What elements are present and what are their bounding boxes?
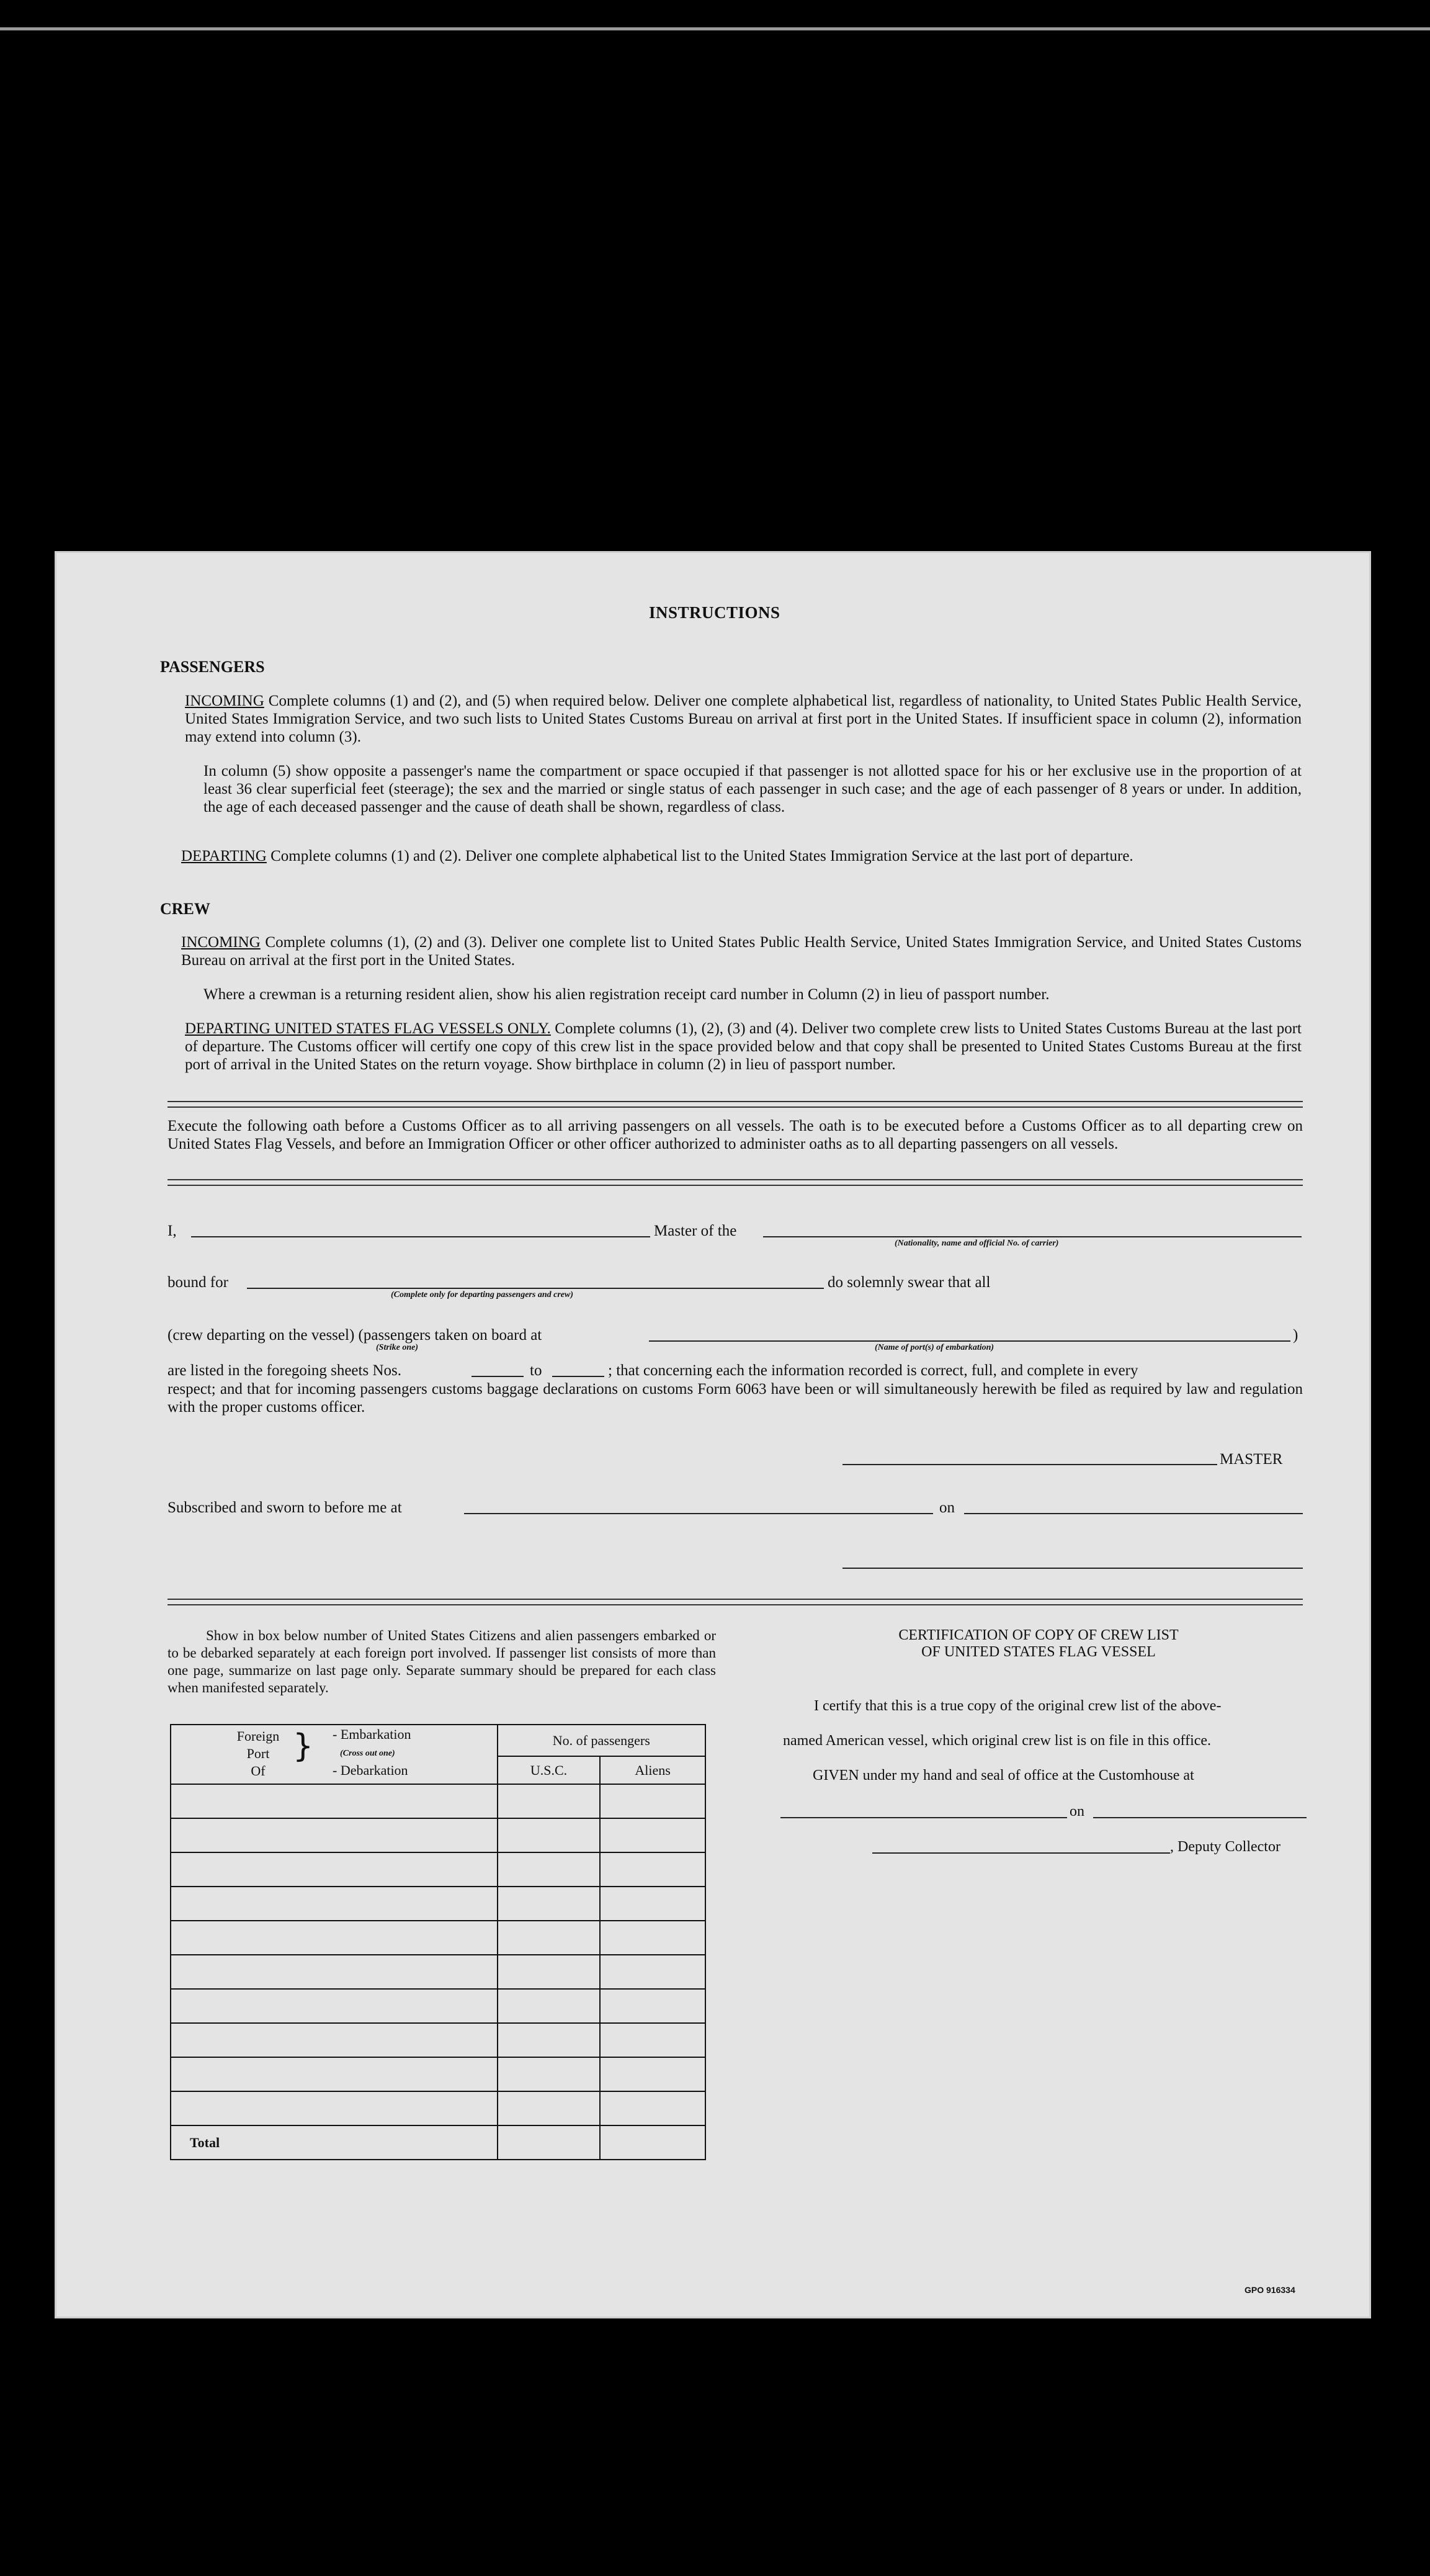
passengers-departing-label: DEPARTING [181, 848, 267, 864]
usc-cell[interactable] [498, 2057, 601, 2091]
port-cell[interactable] [171, 1784, 498, 1818]
to-word: to [530, 1362, 542, 1379]
usc-header: U.S.C. [498, 1756, 601, 1784]
aliens-header: Aliens [600, 1756, 705, 1784]
aliens-cell[interactable] [600, 1955, 705, 1989]
port-cell[interactable] [171, 1852, 498, 1887]
passengers-incoming-paragraph [185, 692, 1302, 746]
port-cell[interactable] [171, 1989, 498, 2023]
certification-title [766, 1627, 1312, 1661]
embarkation-label: - Embarkation [333, 1726, 411, 1742]
passengers-departing-text: Complete columns (1) and (2). Deliver one complete alphabetical list to the United States Immigration Service at the last port of departure. [270, 848, 1133, 864]
usc-cell[interactable] [498, 1921, 601, 1955]
embarkation-port-field[interactable] [649, 1340, 1290, 1342]
usc-cell[interactable] [498, 1818, 601, 1852]
crew-departing-label: DEPARTING UNITED STATES FLAG VESSELS ONLY. [185, 1020, 551, 1037]
crew-incoming-text: Complete columns (1), (2) and (3). Deliver one complete list to United States Public Health Service, United States Immigration Service, and United States Customs Bureau on arrival at the first port in the United States. [181, 934, 1302, 969]
table-row [171, 2057, 705, 2091]
sheet-from-field[interactable] [471, 1376, 524, 1377]
certification-line3: GIVEN under my hand and seal of office at the Customhouse at [813, 1767, 1194, 1784]
certification-title-line1: CERTIFICATION OF COPY OF CREW LIST [898, 1627, 1179, 1643]
port-cell[interactable] [171, 2057, 498, 2091]
table-row [171, 1784, 705, 1818]
certification-on-word: on [1070, 1803, 1084, 1820]
bound-caption: (Complete only for departing passengers and crew) [391, 1290, 573, 1299]
bound-for-field[interactable] [247, 1288, 824, 1289]
deputy-collector-label: , Deputy Collector [1170, 1839, 1280, 1855]
listed-rest: respect; and that for incoming passengers customs baggage declarations on customs Form 6063 have been or will simultaneously herewith be filed as required by law and regulation with the proper customs officer. [168, 1381, 1303, 1416]
port-cell[interactable] [171, 2023, 498, 2057]
carrier-field[interactable] [763, 1236, 1302, 1237]
certification-line2: named American vessel, which original crew list is on file in this office. [783, 1733, 1212, 1749]
passengers-column5-paragraph: In column (5) show opposite a passenger's name the compartment or space occupied if that passenger is not allotted space for his or her exclusive use in the proportion of at least 36 clear superficial feet (steerage); the sex and the married or single status of each passenger in such case; and the age of each passenger of 8 years or under. In addition, the age of each deceased passenger and the cause of death shall be shown, regardless of class. [203, 763, 1302, 815]
total-label: Total [171, 2125, 498, 2160]
document-page [55, 551, 1371, 2318]
passengers-incoming-text: Complete columns (1) and (2), and (5) when required below. Deliver one complete alphabetical list, regardless of nationality, to United States Public Health Service, United States Immigration Service, and two such lists to United States Customs Bureau on arrival at first port in the United States. If insufficient space in column (2), information may extend into column (3). [185, 693, 1302, 745]
usc-cell[interactable] [498, 2023, 601, 2057]
page-title: INSTRUCTIONS [649, 603, 780, 622]
oath-intro: Execute the following oath before a Customs Officer as to all arriving passengers on all vessels. The oath is to be executed before a Customs Officer as to all departing crew on United States Flag Vessels, and before an Immigration Officer or other officer authorized to administer oaths as to all departing passengers on all vessels. [168, 1118, 1303, 1152]
aliens-cell[interactable] [600, 2057, 705, 2091]
master-signature-field[interactable] [842, 1464, 1217, 1465]
aliens-cell[interactable] [600, 1887, 705, 1921]
aliens-cell[interactable] [600, 1921, 705, 1955]
table-row [171, 1887, 705, 1921]
debarkation-label: - Debarkation [333, 1762, 408, 1778]
port-cell[interactable] [171, 2091, 498, 2125]
sworn-date-field[interactable] [964, 1513, 1303, 1514]
crew-incoming-label: INCOMING [181, 934, 261, 951]
table-row [171, 1921, 705, 1955]
footer-code: GPO 916334 [1245, 2285, 1295, 2295]
table-row [171, 2023, 705, 2057]
total-row [171, 2125, 705, 2160]
crew-resident-paragraph: Where a crewman is a returning resident alien, show his alien registration receipt card number in Column (2) in lieu of passport number. [203, 986, 1050, 1003]
nationality-caption: (Nationality, name and official No. of carrier) [895, 1239, 1059, 1248]
table-row [171, 1955, 705, 1989]
certification-line1: I certify that this is a true copy of the original crew list of the above- [814, 1698, 1222, 1714]
aliens-cell[interactable] [600, 1989, 705, 2023]
table-row [171, 1852, 705, 1887]
divider-1 [168, 1101, 1303, 1108]
sheet-to-field[interactable] [552, 1376, 604, 1377]
master-label: MASTER [1220, 1451, 1283, 1468]
oath-i-label: I, [168, 1223, 177, 1239]
summary-instructions: Show in box below number of United States Citizens and alien passengers embarked or to be debarked separately at each foreign port involved. If passenger list consists of more than one page, summarize on last page only. Separate summary should be prepared for each class when manifested separately. [168, 1628, 716, 1695]
officer-signature-field[interactable] [842, 1568, 1303, 1569]
aliens-cell[interactable] [600, 1818, 705, 1852]
port-cell[interactable] [171, 1818, 498, 1852]
certification-date-field[interactable] [1093, 1817, 1307, 1818]
crew-incoming-paragraph [181, 933, 1302, 969]
subscribed-label: Subscribed and sworn to before me at [168, 1499, 402, 1516]
aliens-cell[interactable] [600, 1852, 705, 1887]
bound-for-label: bound for [168, 1274, 228, 1291]
listed-post: ; that concerning each the information recorded is correct, full, and complete in every [608, 1362, 1138, 1379]
divider-2 [168, 1179, 1303, 1186]
passenger-summary-table [170, 1724, 706, 2160]
certification-title-line2: OF UNITED STATES FLAG VESSEL [921, 1644, 1156, 1660]
crew-heading: CREW [160, 900, 210, 918]
port-cell[interactable] [171, 1921, 498, 1955]
cross-out-caption: (Cross out one) [340, 1749, 395, 1758]
crew-departing-text: Complete columns (1), (2), (3) and (4). Deliver two complete crew lists to United States Customs Bureau at the last port of departure. The Customs officer will certify one copy of this crew list in the space provided below and that copy shall be presented to United States Customs Bureau at the first port of arrival in the United States on the return voyage. Show birthplace in column (2) in lieu of passport number. [185, 1020, 1302, 1073]
port-cell[interactable] [171, 1955, 498, 1989]
total-usc-cell[interactable] [498, 2125, 601, 2160]
port-cell[interactable] [171, 1887, 498, 1921]
divider-3 [168, 1599, 1303, 1605]
brace-icon: } [293, 1728, 314, 1765]
top-scan-line [0, 27, 1430, 30]
table-row [171, 1818, 705, 1852]
usc-cell[interactable] [498, 1784, 601, 1818]
passengers-heading: PASSENGERS [160, 658, 265, 676]
passengers-departing-paragraph [181, 847, 1302, 865]
usc-cell[interactable] [498, 1852, 601, 1887]
close-paren: ) [1293, 1327, 1298, 1344]
aliens-cell[interactable] [600, 2023, 705, 2057]
foreign-label: Foreign [236, 1728, 280, 1744]
customhouse-field[interactable] [780, 1817, 1067, 1818]
strike-caption: (Strike one) [376, 1343, 419, 1352]
deputy-signature-field[interactable] [872, 1852, 1170, 1854]
master-of-label: Master of the [654, 1223, 737, 1239]
of-label: Of [251, 1763, 266, 1779]
usc-cell[interactable] [498, 1887, 601, 1921]
usc-cell[interactable] [498, 1989, 601, 2023]
port-header-cell [171, 1725, 498, 1784]
usc-cell[interactable] [498, 2091, 601, 2125]
master-name-field[interactable] [191, 1236, 650, 1237]
usc-cell[interactable] [498, 1955, 601, 1989]
crew-departing-options: (crew departing on the vessel) (passengers taken on board at [168, 1327, 542, 1344]
crew-departing-paragraph [185, 1020, 1302, 1074]
on-word: on [939, 1499, 955, 1516]
table-row [171, 1989, 705, 2023]
no-passengers-header: No. of passengers [498, 1725, 705, 1756]
port-label: Port [246, 1746, 270, 1761]
sworn-location-field[interactable] [464, 1513, 933, 1514]
aliens-cell[interactable] [600, 1784, 705, 1818]
total-aliens-cell[interactable] [600, 2125, 705, 2160]
passengers-incoming-label: INCOMING [185, 693, 264, 709]
aliens-cell[interactable] [600, 2091, 705, 2125]
port-caption: (Name of port(s) of embarkation) [875, 1343, 994, 1352]
table-row [171, 2091, 705, 2125]
listed-pre: are listed in the foregoing sheets Nos. [168, 1362, 401, 1379]
swear-text: do solemnly swear that all [828, 1274, 991, 1291]
